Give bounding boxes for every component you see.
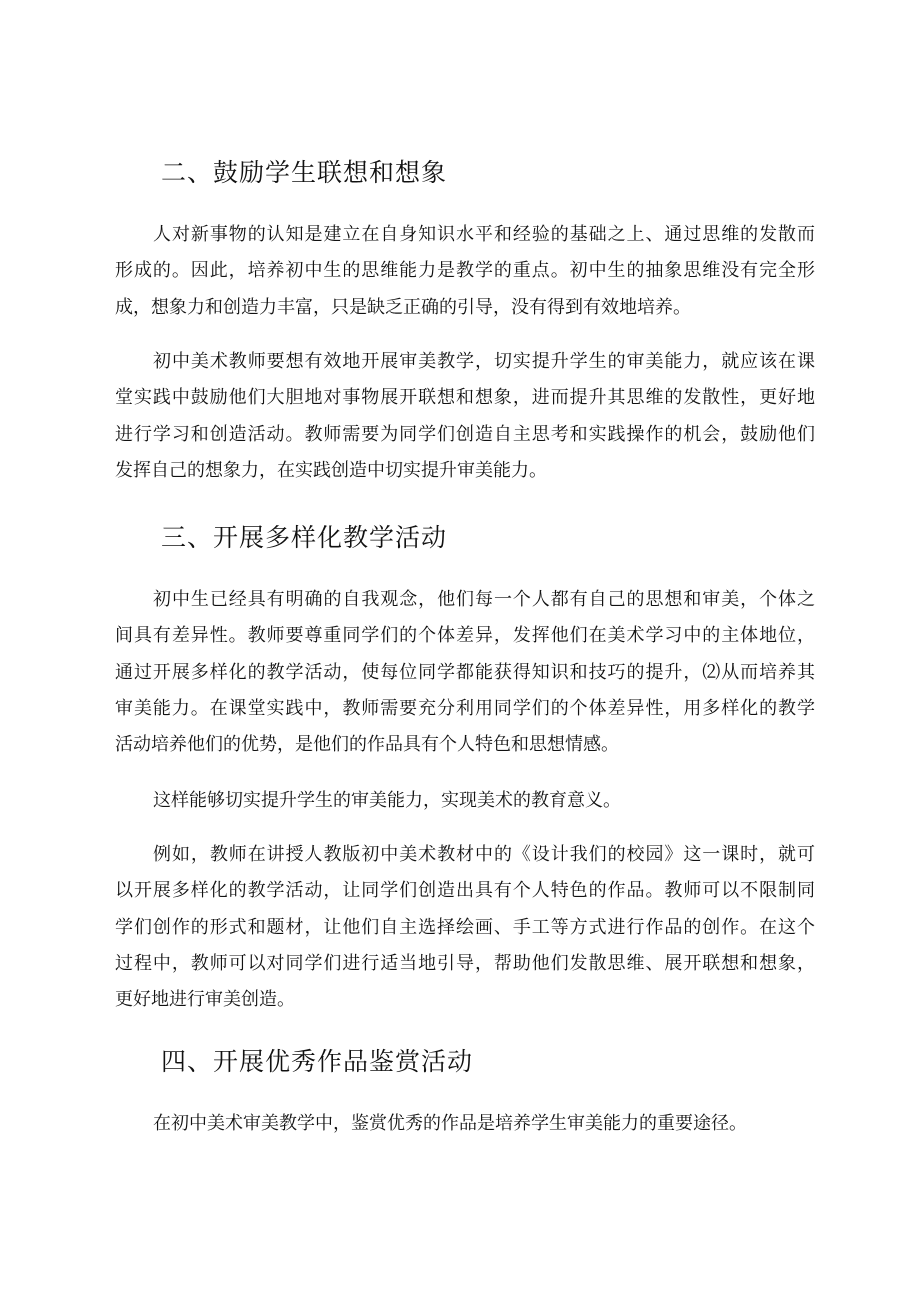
paragraph-line: 人对新事物的认知是建立在自身知识水平和经验的基础之上、通过思维的发散而 xyxy=(153,224,815,245)
paragraph-line: 发挥自己的想象力，在实践创造中切实提升审美能力。 xyxy=(115,459,547,481)
paragraph-line: 形成的。因此，培养初中生的思维能力是教学的重点。初中生的抽象思维没有完全形 xyxy=(115,260,815,282)
paragraph-line: 这样能够切实提升学生的审美能力，实现美术的教育意义。 xyxy=(153,790,621,811)
paragraph-line: 初中美术教师要想有效地开展审美教学，切实提升学生的审美能力，就应该在课 xyxy=(153,351,815,372)
paragraph-3-1 xyxy=(115,582,815,763)
paragraph-3-3 xyxy=(115,837,815,1018)
paragraph-line: 更好地进行审美创造。 xyxy=(115,989,295,1011)
paragraph-3-2 xyxy=(115,783,815,819)
paragraph-line: 初中生已经具有明确的自我观念，他们每一个人都有自己的思想和审美，个体之 xyxy=(153,589,815,610)
paragraph-2-1 xyxy=(115,217,815,326)
paragraph-line: 例如，教师在讲授人教版初中美术教材中的《设计我们的校园》这一课时，就可 xyxy=(153,844,815,865)
paragraph-line: 进行学习和创造活动。教师需要为同学们创造自主思考和实践操作的机会，鼓励他们 xyxy=(115,423,815,445)
paragraph-line: 在初中美术审美教学中，鉴赏优秀的作品是培养学生审美能力的重要途径。 xyxy=(153,1113,747,1134)
paragraph-line: 堂实践中鼓励他们大胆地对事物展开联想和想象，进而提升其思维的发散性，更好地 xyxy=(115,387,815,409)
paragraph-4-1 xyxy=(115,1106,815,1142)
section-heading-2: 二、鼓励学生联想和想象 xyxy=(161,158,448,187)
paragraph-line: 活动培养他们的优势，是他们的作品具有个人特色和思想情感。 xyxy=(115,734,619,756)
paragraph-line: 以开展多样化的教学活动，让同学们创造出具有个人特色的作品。教师可以不限制同 xyxy=(115,880,815,902)
paragraph-line: 成，想象力和创造力丰富，只是缺乏正确的引导，没有得到有效地培养。 xyxy=(115,296,691,318)
paragraph-line: 过程中，教师可以对同学们进行适当地引导，帮助他们发散思维、展开联想和想象， xyxy=(115,952,815,974)
section-heading-4: 四、开展优秀作品鉴赏活动 xyxy=(161,1047,474,1076)
paragraph-line: 学们创作的形式和题材，让他们自主选择绘画、手工等方式进行作品的创作。在这个 xyxy=(115,916,815,938)
paragraph-line: 审美能力。在课堂实践中，教师需要充分利用同学们的个体差异性，用多样化的教学 xyxy=(115,697,815,719)
paragraph-2-2 xyxy=(115,344,815,489)
section-heading-3: 三、开展多样化教学活动 xyxy=(161,523,448,552)
paragraph-line: 间具有差异性。教师要尊重同学们的个体差异，发挥他们在美术学习中的主体地位， xyxy=(115,625,815,647)
paragraph-line: 通过开展多样化的教学活动，使每位同学都能获得知识和技巧的提升，⑵从而培养其 xyxy=(115,661,815,683)
